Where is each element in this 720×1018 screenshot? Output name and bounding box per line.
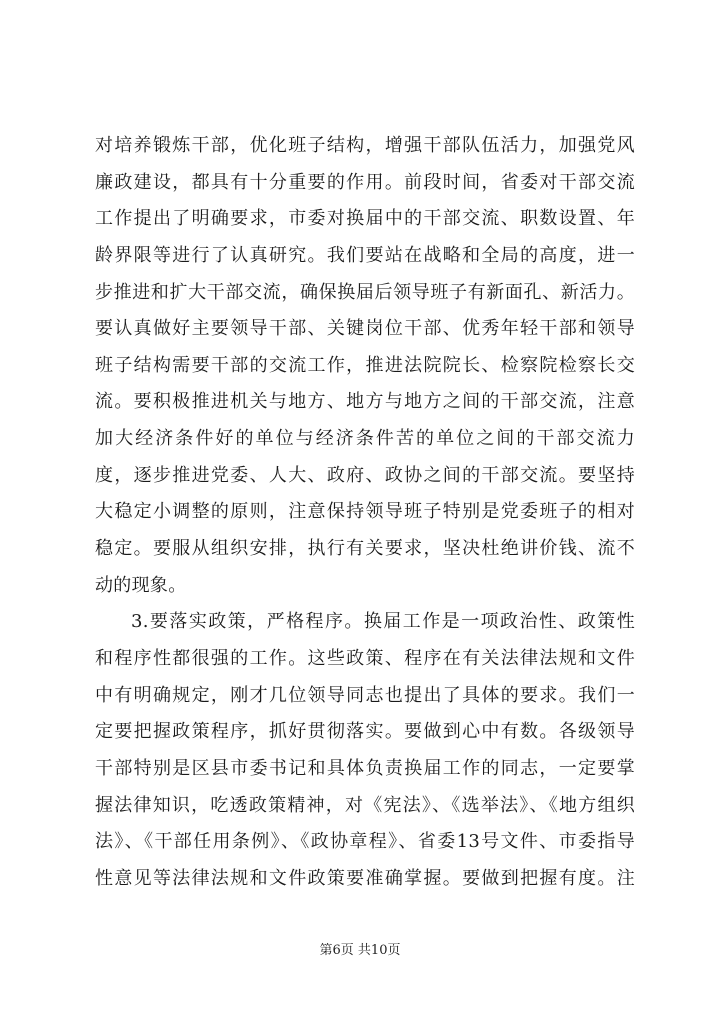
page-number-footer: 第6页 共10页 [319,943,401,958]
text-line: 动的现象。 [95,574,187,596]
text-line: 定要把握政策程序，抓好贯彻落实。要做到心中有数。各级领导 [95,721,635,743]
text-line: 廉政建设，都具有十分重要的作用。前段时间，省委对干部交流 [95,171,635,193]
text-line: 度，逐步推进党委、人大、政府、政协之间的干部交流。要坚持 [95,464,635,486]
text-line: 性意见等法律法规和文件政策要准确掌握。要做到把握有度。注 [95,867,635,889]
text-line: 龄界限等进行了认真研究。我们要站在战略和全局的高度，进一 [95,244,635,266]
text-line: 步推进和扩大干部交流，确保换届后领导班子有新面孔、新活力。 [95,281,635,303]
text-line: 对培养锻炼干部，优化班子结构，增强干部队伍活力，加强党风 [95,135,635,156]
section-heading-line: 3.要落实政策，严格程序。换届工作是一项政治性、政策性 [131,611,635,633]
text-line: 大稳定小调整的原则，注意保持领导班子特别是党委班子的相对 [95,501,635,523]
text-line: 工作提出了明确要求，市委对换届中的干部交流、职数设置、年 [95,208,635,230]
text-line: 流。要积极推进机关与地方、地方与地方之间的干部交流，注意 [95,391,635,413]
text-line: 和程序性都很强的工作。这些政策、程序在有关法律法规和文件 [95,647,635,669]
text-line: 加大经济条件好的单位与经济条件苦的单位之间的干部交流力 [95,428,635,450]
text-line: 稳定。要服从组织安排，执行有关要求，坚决杜绝讲价钱、流不 [95,538,635,560]
text-line: 握法律知识，吃透政策精神，对《宪法》、《选举法》、《地方组织 [95,794,635,816]
body-text [95,128,635,897]
text-line: 要认真做好主要领导干部、关键岗位干部、优秀年轻干部和领导 [95,318,635,340]
text-line: 干部特别是区县市委书记和具体负责换届工作的同志，一定要掌 [95,757,635,779]
text-line: 班子结构需要干部的交流工作，推进法院院长、检察院检察长交 [95,354,635,376]
text-line: 法》、《干部任用条例》、《政协章程》、省委13号文件、市委指导 [95,831,635,853]
text-line: 中有明确规定，刚才几位领导同志也提出了具体的要求。我们一 [95,684,635,706]
